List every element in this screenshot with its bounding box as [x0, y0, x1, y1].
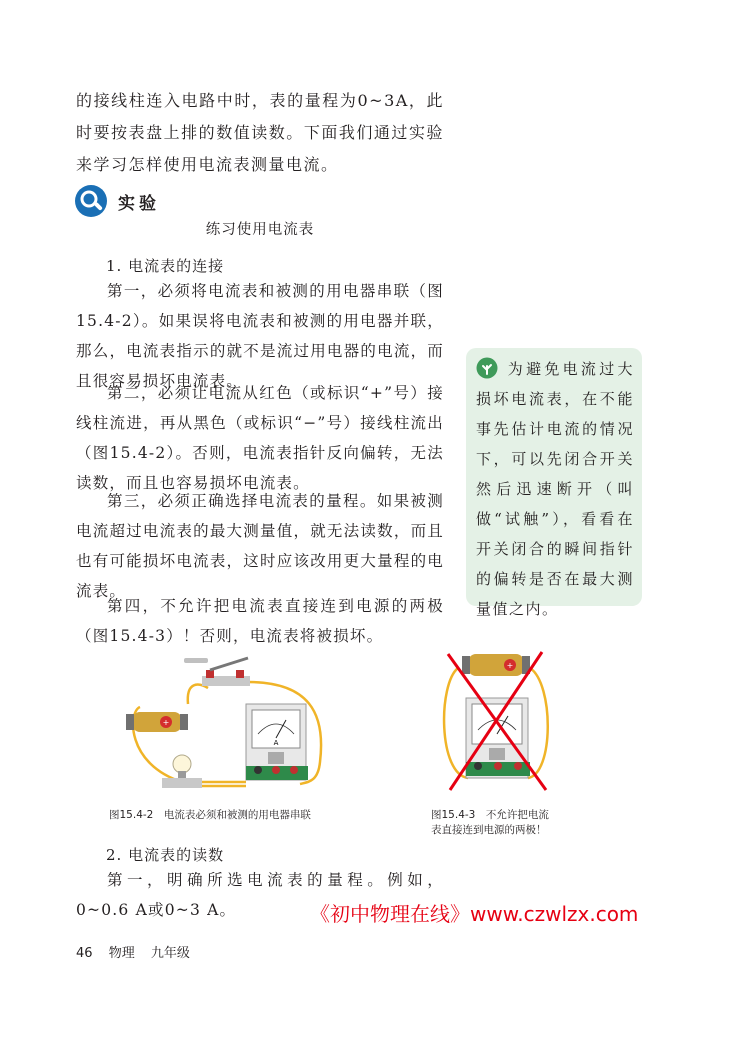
section1-paragraph-2: 第二，必须让电流从红色（或标识“+”号）接线柱流进，再从黑色（或标识“−”号）接线柱流出（图15.4-2）。否则，电流表指针反向偏转，无法读数，而且也容易损坏电流表。 [76, 384, 444, 492]
wire-left [444, 668, 468, 778]
figure-direct-connection [438, 644, 558, 794]
section2-paragraph-1: 第一，明确所选电流表的量程。例如，0~0.6 A或0~3 A。 [76, 871, 444, 919]
leaf-icon [476, 357, 498, 379]
page-footer [76, 942, 202, 961]
svg-text:+: + [506, 661, 514, 670]
figure-2-caption: 图15.4-2 电流表必须和被测的用电器串联 [109, 809, 311, 821]
figure-3-caption-line-2: 表直接连到电源的两极！ [431, 824, 547, 836]
figure-series-circuit [118, 652, 338, 798]
footer-grade: 九年级 [150, 946, 190, 961]
watermark: 《初中物理在线》www.czwlzx.com [310, 902, 639, 926]
battery [126, 712, 188, 732]
section1-paragraph-4: 第四，不允许把电流表直接连到电源的两极（图15.4-3）！否则，电流表将被损坏。 [76, 597, 444, 645]
section1-paragraph-1: 第一，必须将电流表和被测的用电器串联（图15.4-2）。如果误将电流表和被测的用电器并联，那么，电流表指示的就不是流过用电器的电流，而且很容易损坏电流表。 [76, 282, 444, 390]
page-number: 46 [76, 946, 93, 961]
ammeter [466, 698, 530, 778]
figure-3-caption-line-1: 图15.4-3 不允许把电流 [431, 809, 549, 821]
magnifier-icon [74, 184, 108, 218]
intro-paragraph: 的接线柱连入电路中时，表的量程为0~3A，此时要按表盘上排的数值读数。下面我们通过实验来学习怎样使用电流表测量电流。 [76, 91, 444, 174]
side-note-text: 为避免电流过大损坏电流表，在不能事先估计电流的情况下，可以先闭合开关然后迅速断开（叫做“试触”），看看在开关闭合的瞬间指针的偏转是否在最大测量值之内。 [476, 360, 634, 618]
section1-heading: 1. 电流表的连接 [106, 257, 225, 275]
lamp [162, 755, 202, 788]
experiment-subtitle: 练习使用电流表 [205, 222, 315, 238]
side-note [466, 348, 642, 618]
meter-unit-label: A [273, 739, 279, 747]
section1-paragraph-3: 第三，必须正确选择电流表的量程。如果被测电流超过电流表的最大测量值，就无法读数，而且也有可能损坏电流表，这时应该改用更大量程的电流表。 [76, 492, 444, 600]
wire-battery-switch [188, 685, 208, 704]
switch [184, 658, 250, 686]
section2-heading: 2. 电流表的读数 [106, 846, 225, 864]
experiment-header [74, 184, 160, 218]
footer-subject: 物理 [108, 946, 135, 961]
ammeter [246, 704, 308, 780]
svg-text:+: + [162, 718, 170, 727]
battery [462, 654, 530, 676]
wire-right [528, 668, 548, 778]
experiment-label: 实验 [118, 193, 160, 214]
